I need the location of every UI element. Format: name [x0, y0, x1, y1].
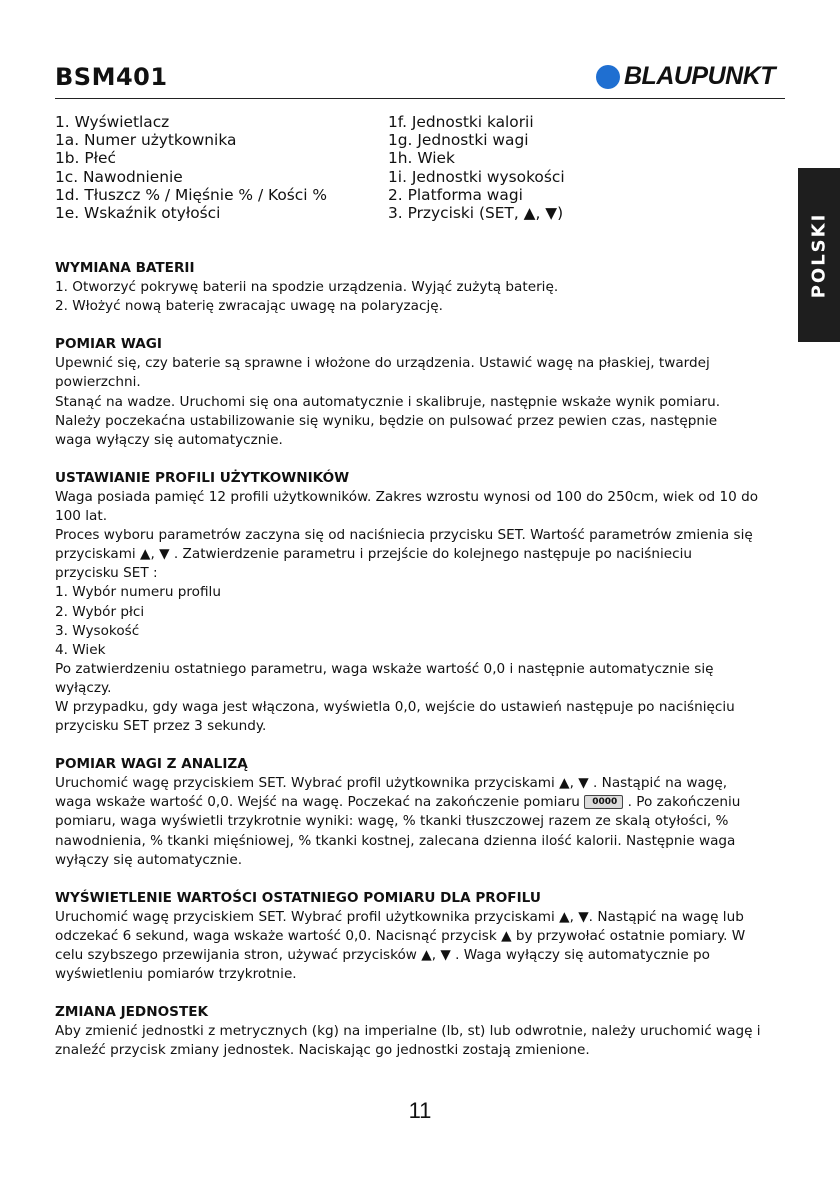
paragraph-line: przycisku SET :	[55, 565, 158, 582]
section-profiles	[55, 469, 790, 736]
manual-content	[55, 259, 790, 1079]
legend-item: 1. Wyświetlacz	[55, 113, 170, 131]
paragraph-line: nawodnienia, % tkanki mięśniowej, % tkanki kostnej, zalecana dzienna ilość kalorii. Następnie waga	[55, 832, 736, 849]
section-last-measurement	[55, 889, 790, 984]
legend-item: 1b. Płeć	[55, 149, 116, 168]
paragraph-line: waga wyłączy się automatycznie.	[55, 431, 283, 448]
text-fragment: waga wskaże wartość 0,0. Wejść na wagę. Poczekać na zakończenie pomiaru	[55, 794, 585, 811]
language-tab	[798, 168, 840, 342]
paragraph-line: 2. Wybór płci	[55, 603, 145, 620]
legend-item: 1i. Jednostki wysokości	[388, 167, 565, 186]
parts-legend-left	[55, 113, 327, 222]
text-fragment: . Po zakończeniu	[623, 794, 741, 811]
section-heading: ZMIANA JEDNOSTEK	[55, 1004, 209, 1021]
legend-item: 1d. Tłuszcz % / Mięśnie % / Kości %	[55, 185, 328, 204]
paragraph-line: Upewnić się, czy baterie są sprawne i włożone do urządzenia. Ustawić wagę na płaskiej, twardej	[55, 355, 710, 372]
paragraph-line: Stanąć na wadze. Uruchomi się ona automatycznie i skalibruje, następnie wskaże wynik pomiaru.	[55, 393, 721, 410]
legend-item: 1a. Numer użytkownika	[55, 131, 237, 150]
paragraph-line: 100 lat.	[55, 508, 108, 525]
section-battery	[55, 259, 790, 316]
section-weighing	[55, 335, 790, 450]
paragraph-line: odczekać 6 sekund, waga wskaże wartość 0,0. Nacisnąć przycisk ▲ by przywołać ostatnie pomiary. W	[55, 927, 746, 944]
paragraph-line: Uruchomić wagę przyciskiem SET. Wybrać profil użytkownika przyciskami ▲, ▼. Nastąpić na wagę lub	[55, 908, 744, 925]
paragraph-line: przyciskami ▲, ▼ . Zatwierdzenie parametru i przejście do kolejnego następuje po naciśnieciu	[55, 546, 693, 563]
section-heading: WYŚWIETLENIE WARTOŚCI OSTATNIEGO POMIARU DLA PROFILU	[55, 889, 541, 906]
paragraph-line: W przypadku, gdy waga jest włączona, wyświetla 0,0, wejście do ustawień następuje po naciśnięciu	[55, 698, 735, 715]
legend-item: 1e. Wskaźnik otyłości	[55, 204, 221, 223]
paragraph-line: wyłączy.	[55, 679, 112, 696]
parts-legend-right	[388, 113, 565, 222]
paragraph-line: znaleźć przycisk zmiany jednostek. Naciskając go jednostki zostają zmienione.	[55, 1042, 590, 1059]
legend-item: 1h. Wiek	[388, 149, 455, 168]
section-heading: USTAWIANIE PROFILI UŻYTKOWNIKÓW	[55, 469, 350, 486]
section-units	[55, 1003, 790, 1060]
section-analysis	[55, 755, 790, 870]
language-tab-label: POLSKI	[808, 212, 830, 298]
paragraph-line: Należy poczekaćna ustabilizowanie się wyniku, będzie on pulsować przez pewien czas, następnie	[55, 412, 718, 429]
model-name: BSM401	[55, 63, 168, 91]
brand-logo	[596, 62, 775, 91]
paragraph-line: Po zatwierdzeniu ostatniego parametru, waga wskaże wartość 0,0 i następnie automatycznie się	[55, 660, 714, 677]
legend-item: 1g. Jednostki wagi	[388, 131, 529, 150]
display-icon: 0000	[584, 795, 623, 809]
paragraph-line: 1. Wybór numeru profilu	[55, 584, 221, 601]
paragraph-line: 4. Wiek	[55, 641, 106, 658]
section-heading: POMIAR WAGI	[55, 336, 162, 353]
brand-name: BLAUPUNKT	[624, 62, 776, 90]
paragraph-line: wyłączy się automatycznie.	[55, 851, 243, 868]
paragraph-line: 3. Wysokość	[55, 622, 140, 639]
brand-dot-icon	[596, 65, 620, 89]
paragraph-line: celu szybszego przewijania stron, używać przycisków ▲, ▼ . Waga wyłączy się automatycznie po	[55, 947, 710, 963]
paragraph-line: Proces wyboru parametrów zaczyna się od naciśniecia przycisku SET. Wartość parametrów zmienia się	[55, 527, 753, 544]
legend-item: 1c. Nawodnienie	[55, 167, 183, 186]
legend-item: 2. Platforma wagi	[388, 185, 523, 204]
paragraph-line: 2. Włożyć nową baterię zwracając uwagę na polaryzację.	[55, 298, 443, 315]
paragraph-line: Aby zmienić jednostki z metrycznych (kg) na imperialne (lb, st) lub odwrotnie, należy uruchomić wagę i	[55, 1023, 761, 1040]
paragraph-line: wyświetleniu pomiarów trzykrotnie.	[55, 966, 297, 983]
section-heading: POMIAR WAGI Z ANALIZĄ	[55, 756, 248, 773]
paragraph-line: powierzchni.	[55, 374, 141, 391]
legend-item: 3. Przyciski (SET, ▲, ▼)	[388, 204, 564, 223]
legend-item: 1f. Jednostki kalorii	[388, 113, 534, 131]
paragraph-line: Waga posiada pamięć 12 profili użytkowników. Zakres wzrostu wynosi od 100 do 250cm, wiek od 10 do	[55, 488, 759, 505]
paragraph-line: 1. Otworzyć pokrywę baterii na spodzie urządzenia. Wyjąć zużytą baterię.	[55, 279, 559, 296]
paragraph-line: pomiaru, waga wyświetli trzykrotnie wyniki: wagę, % tkanki tłuszczowej razem ze skalą otyłości, %	[55, 813, 729, 830]
section-heading: WYMIANA BATERII	[55, 260, 195, 276]
paragraph-line: przycisku SET przez 3 sekundy.	[55, 718, 267, 735]
paragraph-line: Uruchomić wagę przyciskiem SET. Wybrać profil użytkownika przyciskami ▲, ▼ . Nastąpić na wagę,	[55, 775, 728, 792]
header-divider	[55, 98, 785, 99]
page-number: 11	[408, 1098, 432, 1123]
paragraph-line	[55, 793, 790, 812]
